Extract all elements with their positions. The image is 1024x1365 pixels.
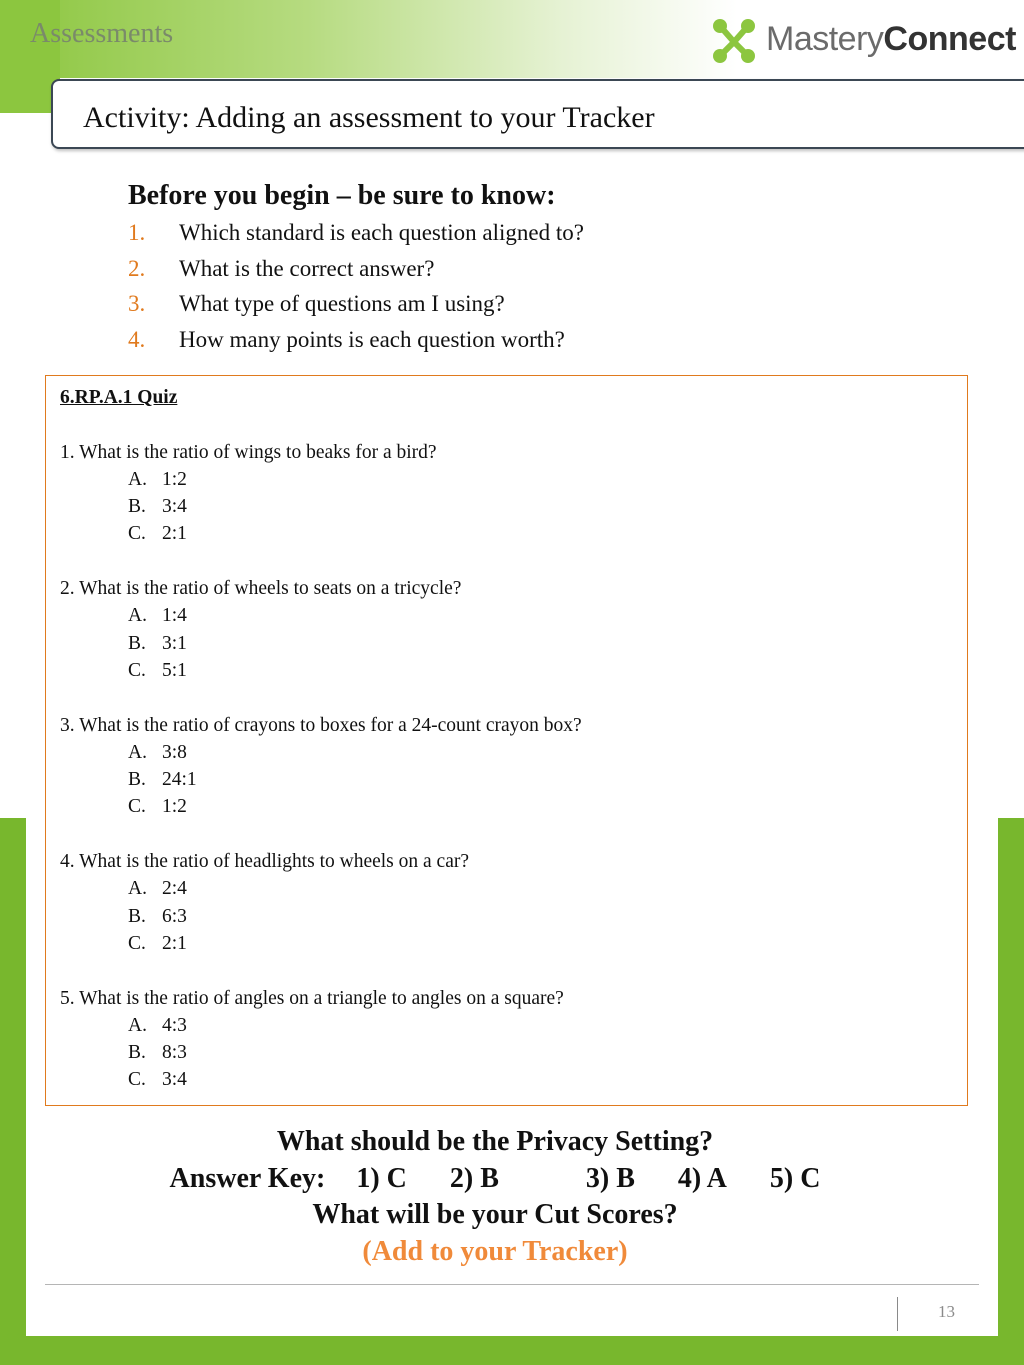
activity-title-box (51, 79, 1024, 149)
option-letter: A. (128, 878, 147, 900)
option-text: 1:4 (162, 605, 187, 627)
bottom-green-border (0, 1336, 1024, 1365)
prep-item (128, 291, 584, 327)
prep-list (128, 220, 584, 362)
answer-option (60, 793, 582, 820)
logo-wordmark (766, 20, 1016, 59)
prep-item-number: 4. (128, 326, 146, 352)
prep-heading: Before you begin – be sure to know: (128, 180, 556, 211)
answer-option (60, 466, 582, 493)
answer-key-item: 2) B (449, 1162, 499, 1194)
option-text: 24:1 (162, 769, 197, 791)
option-text: 6:3 (162, 905, 187, 927)
closing-section (0, 1124, 990, 1270)
answer-option (60, 903, 582, 930)
prep-item-number: 1. (128, 220, 146, 245)
option-letter: C. (128, 796, 146, 818)
option-letter: A. (128, 741, 147, 763)
page-number: 13 (938, 1302, 955, 1321)
question-prompt: 5. What is the ratio of angles on a triangle to angles on a square? (60, 987, 564, 1009)
option-letter: A. (128, 468, 147, 490)
answer-key-item: 3) B (585, 1162, 635, 1194)
answer-option (60, 630, 582, 657)
prep-item (128, 327, 584, 363)
answer-option (60, 493, 582, 520)
prep-item-text: Which standard is each question aligned to? (179, 220, 584, 245)
answer-key-label: Answer Key: (169, 1162, 326, 1194)
answer-key (0, 1161, 990, 1198)
answer-option (60, 1066, 582, 1093)
answer-option (60, 520, 582, 547)
right-green-border (998, 818, 1024, 1365)
option-letter: C. (128, 1069, 146, 1091)
prep-item (128, 256, 584, 292)
answer-option (60, 739, 582, 766)
answer-option (60, 602, 582, 629)
answer-option (60, 766, 582, 793)
footer-divider (45, 1284, 979, 1285)
question-prompt: 4. What is the ratio of headlights to wheels on a car? (60, 851, 470, 873)
answer-option (60, 930, 582, 957)
option-text: 2:1 (162, 523, 187, 545)
page-title: Activity: Adding an assessment to your Tracker (83, 101, 655, 134)
prep-item-text: What type of questions am I using? (179, 291, 505, 316)
question-prompt: 3. What is the ratio of crayons to boxes for a 24-count crayon box? (60, 714, 582, 736)
answer-key-item: 5) C (769, 1162, 821, 1194)
cut-scores-question: What will be your Cut Scores? (312, 1199, 678, 1230)
option-text: 1:2 (162, 796, 187, 818)
section-label: Assessments (30, 18, 174, 49)
quiz-question (60, 712, 582, 821)
prep-item-number: 2. (128, 255, 146, 281)
left-green-border (0, 818, 26, 1365)
option-text: 3:4 (162, 1069, 187, 1091)
masteryconnect-logo (708, 14, 1018, 70)
option-letter: B. (128, 496, 146, 518)
quiz-question (60, 439, 582, 548)
answer-key-item: 4) A (677, 1162, 727, 1194)
option-text: 3:8 (162, 741, 187, 763)
option-letter: B. (128, 769, 146, 791)
prep-item-text: What is the correct answer? (179, 255, 435, 281)
answer-option (60, 657, 582, 684)
quiz-question (60, 985, 582, 1094)
option-text: 4:3 (162, 1014, 187, 1036)
quiz-question (60, 575, 582, 684)
option-text: 2:1 (162, 932, 187, 954)
prep-item-text: How many points is each question worth? (179, 326, 565, 352)
option-letter: B. (128, 632, 146, 654)
logo-mark-icon (710, 16, 758, 66)
option-letter: B. (128, 905, 146, 927)
logo-word-bold: Connect (883, 20, 1016, 58)
quiz-question (60, 848, 582, 957)
answer-option (60, 1012, 582, 1039)
option-text: 5:1 (162, 659, 187, 681)
footer-separator (897, 1297, 898, 1331)
quiz-content (60, 384, 582, 1094)
option-letter: A. (128, 1014, 147, 1036)
privacy-question: What should be the Privacy Setting? (276, 1126, 714, 1157)
prep-item (128, 220, 584, 256)
answer-option (60, 1039, 582, 1066)
quiz-box (45, 375, 968, 1106)
option-text: 3:1 (162, 632, 187, 654)
prep-item-number: 3. (128, 291, 146, 316)
logo-word-light: Mastery (766, 20, 884, 58)
question-prompt: 1. What is the ratio of wings to beaks for a bird? (60, 441, 437, 463)
option-letter: B. (128, 1042, 146, 1064)
option-letter: A. (128, 605, 147, 627)
answer-option (60, 875, 582, 902)
option-text: 3:4 (162, 496, 187, 518)
option-text: 2:4 (162, 878, 187, 900)
option-text: 1:2 (162, 468, 187, 490)
option-letter: C. (128, 659, 146, 681)
option-letter: C. (128, 932, 146, 954)
answer-key-item: 1) C (356, 1162, 407, 1194)
option-text: 8:3 (162, 1042, 187, 1064)
tracker-note: (Add to your Tracker) (362, 1235, 628, 1267)
question-prompt: 2. What is the ratio of wheels to seats on a tricycle? (60, 578, 462, 600)
option-letter: C. (128, 523, 146, 545)
quiz-title: 6.RP.A.1 Quiz (60, 387, 178, 408)
